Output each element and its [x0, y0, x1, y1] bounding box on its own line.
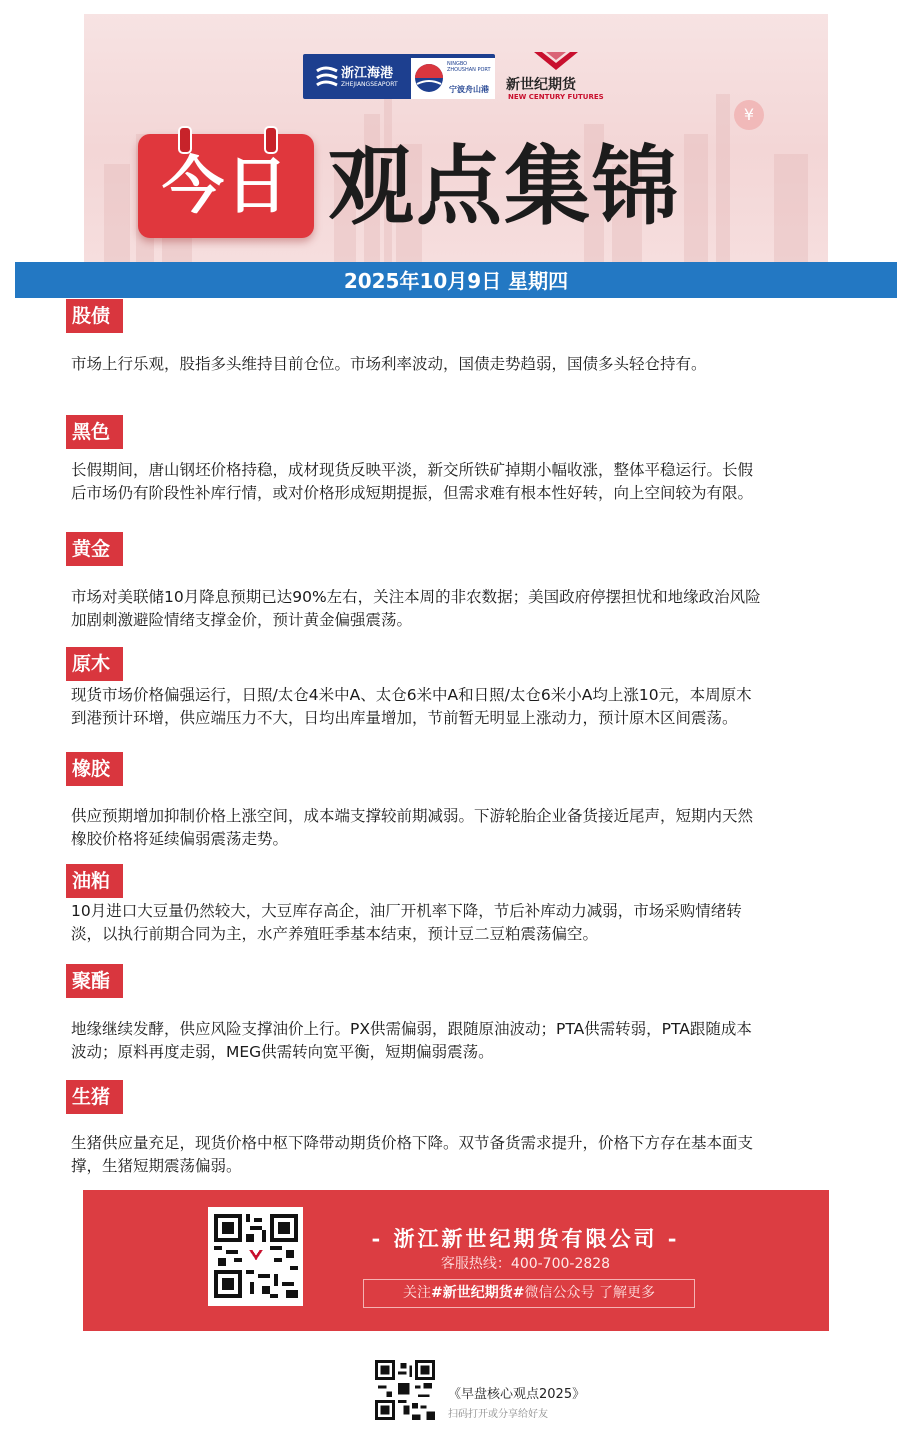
section-text-gold: 市场对美联储10月降息预期已达90%左右，关注本周的非农数据；美国政府停摆担忧和地缘政治风险加剧刺激避险情绪支撑金价，预计黄金偏强震荡。 [71, 588, 761, 629]
yuan-coin-icon: ¥ [734, 100, 764, 130]
section-text-logs: 现货市场价格偏强运行，日照/太仓4米中A、太仓6米中A和日照/太仓6米小A均上涨10元，本周原木到港预计环增，供应端压力不大，日均出库量增加，节前暂无明显上涨动力，预计原木区间震荡。 [71, 686, 752, 727]
section-tag-oilseeds: 油粕 [66, 864, 123, 898]
ningbo-port-logo-text: 宁波舟山港 [449, 85, 489, 94]
section-text-hogs: 生猪供应量充足，现货价格中枢下降带动期货价格下降。双节备货需求提升，价格下方存在基本面支撑，生猪短期震荡偏弱。 [71, 1134, 754, 1175]
ningbo-port-logo [411, 58, 495, 99]
section-text-ferrous: 长假期间，唐山钢坯价格持稳，成材现货反映平淡，新交所铁矿掉期小幅收涨，整体平稳运行。长假后市场仍有阶段性补库行情，或对价格形成短期提振，但需求难有根本性好转，向上空间较为有限。 [71, 461, 754, 502]
follow-suffix: 微信公众号 了解更多 [524, 1285, 655, 1301]
zhejiang-seaport-logo-subtext: ZHEJIANGSEAPORT [341, 81, 398, 88]
mini-program-subtitle: 扫码打开或分享给好友 [448, 1409, 548, 1420]
zhejiang-seaport-logo-text: 浙江海港 [341, 66, 394, 81]
header-banner [84, 14, 828, 262]
follow-prefix: 关注 [403, 1285, 432, 1301]
page-title: 观点集锦 [328, 137, 680, 237]
calendar-badge [138, 134, 314, 238]
section-text-stocks-bonds: 市场上行乐观，股指多头维持目前仓位。市场利率波动，国债走势趋弱，国债多头轻仓持有。 [71, 355, 707, 373]
section-tag-ferrous: 黑色 [66, 415, 123, 449]
ncf-chevron-icon [532, 50, 580, 74]
qr-code-icon [214, 1213, 298, 1299]
follow-wechat-prompt[interactable] [363, 1279, 695, 1308]
section-text-rubber: 供应预期增加抑制价格上涨空间，成本端支撑较前期减弱。下游轮胎企业备货接近尾声，短期内天然橡胶价格将延续偏弱震荡走势。 [71, 807, 754, 848]
ningbo-port-logo-subtext: NINGBO ZHOUSHAN PORT [447, 61, 491, 73]
section-tag-hogs: 生猪 [66, 1080, 123, 1114]
follow-account: #新世纪期货# [431, 1285, 525, 1301]
new-century-futures-logo [506, 50, 606, 102]
mini-program-title: 《早盘核心观点2025》 [448, 1387, 586, 1402]
port-logo-panel [303, 54, 495, 99]
service-hotline: 客服热线：400-700-2828 [440, 1256, 611, 1272]
qr-code-icon [375, 1360, 435, 1420]
section-tag-polyester: 聚酯 [66, 964, 123, 998]
section-text-oilseeds: 10月进口大豆量仍然较大，大豆库存高企，油厂开机率下降，节后补库动力减弱，市场采购情绪转淡，以执行前期合同为主，水产养殖旺季基本结束，预计豆二豆粕震荡偏空。 [71, 902, 742, 943]
ncf-logo-text: 新世纪期货 [506, 77, 576, 93]
mini-program-qr-code[interactable] [375, 1360, 435, 1420]
section-tag-stocks-bonds: 股债 [66, 299, 123, 333]
calendar-text: 今日 [161, 149, 290, 222]
section-tag-gold: 黄金 [66, 532, 123, 566]
ningbo-port-sun-icon [413, 62, 445, 94]
company-name: - 浙江新世纪期货有限公司 - [371, 1226, 680, 1251]
footer-card [83, 1190, 829, 1331]
section-tag-rubber: 橡胶 [66, 752, 123, 786]
wechat-qr-code[interactable] [208, 1207, 303, 1306]
section-text-polyester: 地缘继续发酵，供应风险支撑油价上行。PX供需偏弱，跟随原油波动；PTA供需转弱，PTA跟随成本波动；原料再度走弱，MEG供需转向宽平衡，短期偏弱震荡。 [71, 1020, 752, 1061]
ncf-logo-subtext: NEW CENTURY FUTURES [508, 93, 604, 101]
date-bar: 2025年10月9日 星期四 [15, 262, 897, 298]
section-tag-logs: 原木 [66, 647, 123, 681]
